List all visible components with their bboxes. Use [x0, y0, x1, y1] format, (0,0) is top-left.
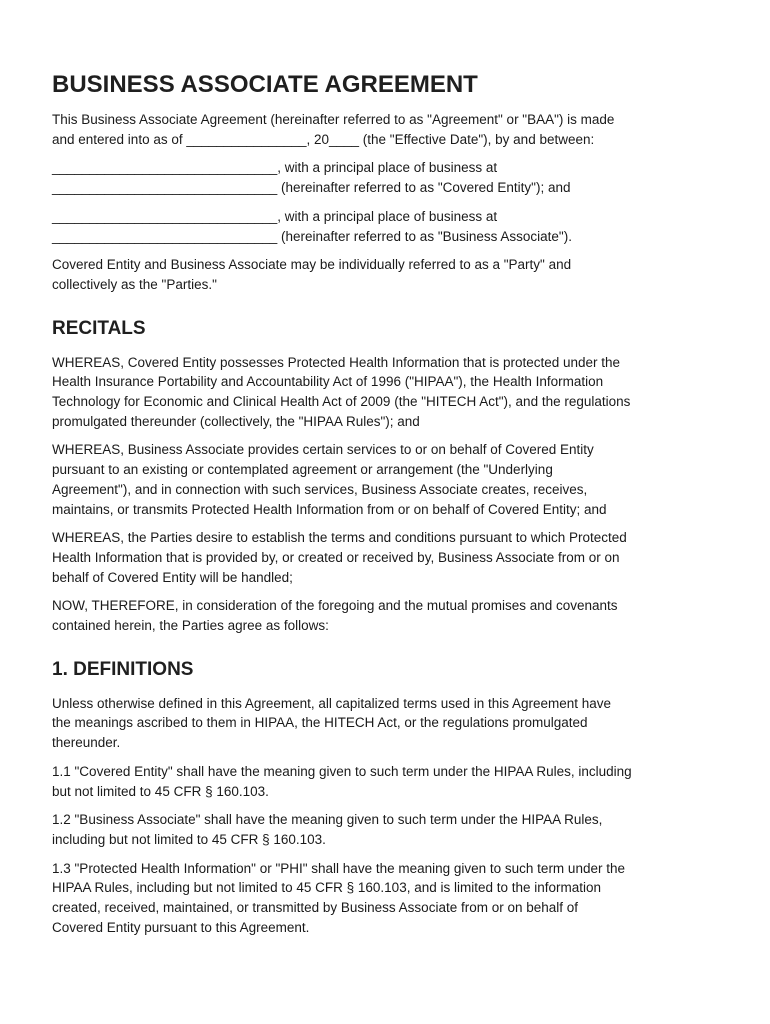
intro-paragraph — [52, 110, 720, 149]
definition-line: including but not limited to 45 CFR § 160.103. — [52, 831, 326, 847]
party-line: ______________________________ (hereinafter referred to as "Covered Entity"); and — [52, 180, 571, 196]
whereas-line: Health Information that is provided by, or created or received by, Business Associate from or on — [52, 549, 620, 565]
whereas-line: Health Insurance Portability and Accountability Act of 1996 ("HIPAA"), the Health Information — [52, 374, 604, 390]
definitions-line: thereunder. — [52, 735, 121, 751]
therefore-paragraph — [52, 596, 720, 635]
whereas-line: WHEREAS, Covered Entity possesses Protected Health Information that is protected under the — [52, 354, 621, 370]
definition-line: HIPAA Rules, including but not limited to 45 CFR § 160.103, and is limited to the information — [52, 880, 602, 896]
definition-line: but not limited to 45 CFR § 160.103. — [52, 783, 269, 799]
whereas-line: promulgated thereunder (collectively, the "HIPAA Rules"); and — [52, 413, 420, 429]
therefore-line: NOW, THEREFORE, in consideration of the foregoing and the mutual promises and covenants — [52, 598, 618, 614]
whereas-paragraph-1 — [52, 353, 720, 432]
covered-entity-party-paragraph — [52, 158, 720, 197]
definitions-heading: 1. DEFINITIONS — [52, 658, 194, 680]
definitions-intro-paragraph — [52, 694, 720, 753]
definition-line: 1.3 "Protected Health Information" or "PHI" shall have the meaning given to such term under the — [52, 860, 625, 876]
parties-note-line: Covered Entity and Business Associate may be individually referred to as a "Party" and — [52, 257, 572, 273]
whereas-line: Agreement"), and in connection with such services, Business Associate creates, receives, — [52, 481, 588, 497]
whereas-paragraph-3 — [52, 528, 720, 587]
whereas-line: behalf of Covered Entity will be handled; — [52, 569, 293, 585]
whereas-line: WHEREAS, Business Associate provides certain services to or on behalf of Covered Entity — [52, 442, 594, 458]
definition-1-1 — [52, 762, 720, 801]
definition-line: 1.1 "Covered Entity" shall have the meaning given to such term under the HIPAA Rules, including — [52, 763, 632, 779]
therefore-line: contained herein, the Parties agree as follows: — [52, 618, 329, 634]
whereas-paragraph-2 — [52, 440, 720, 519]
definition-1-2 — [52, 810, 720, 849]
business-associate-party-paragraph — [52, 207, 720, 246]
party-line: ______________________________, with a principal place of business at — [52, 208, 498, 224]
definition-line: Covered Entity pursuant to this Agreement. — [52, 919, 310, 935]
intro-line: This Business Associate Agreement (hereinafter referred to as "Agreement" or "BAA") is made — [52, 112, 615, 127]
definition-line: 1.2 "Business Associate" shall have the meaning given to such term under the HIPAA Rules, — [52, 812, 603, 828]
definitions-line: the meanings ascribed to them in HIPAA, the HITECH Act, or the regulations promulgated — [52, 715, 588, 731]
party-line: ______________________________ (hereinafter referred to as "Business Associate"). — [52, 228, 572, 244]
recitals-heading: RECITALS — [52, 317, 146, 339]
intro-line: and entered into as of ________________, 20____ (the "Effective Date"), by and between: — [52, 131, 595, 147]
whereas-line: pursuant to an existing or contemplated agreement or arrangement (the "Underlying — [52, 462, 553, 478]
definition-line: created, received, maintained, or transmitted by Business Associate from or on behalf of — [52, 900, 579, 916]
whereas-line: maintains, or transmits Protected Health Information from or on behalf of Covered Entity; and — [52, 501, 607, 517]
parties-note-paragraph — [52, 255, 720, 294]
parties-note-line: collectively as the "Parties." — [52, 276, 217, 292]
whereas-line: Technology for Economic and Clinical Health Act of 2009 (the "HITECH Act"), and the regulations — [52, 394, 631, 410]
document-title: BUSINESS ASSOCIATE AGREEMENT — [52, 71, 478, 98]
whereas-line: WHEREAS, the Parties desire to establish the terms and conditions pursuant to which Protected — [52, 530, 627, 546]
definitions-line: Unless otherwise defined in this Agreement, all capitalized terms used in this Agreement have — [52, 695, 612, 711]
party-line: ______________________________, with a principal place of business at — [52, 160, 498, 176]
definition-1-3 — [52, 859, 720, 938]
